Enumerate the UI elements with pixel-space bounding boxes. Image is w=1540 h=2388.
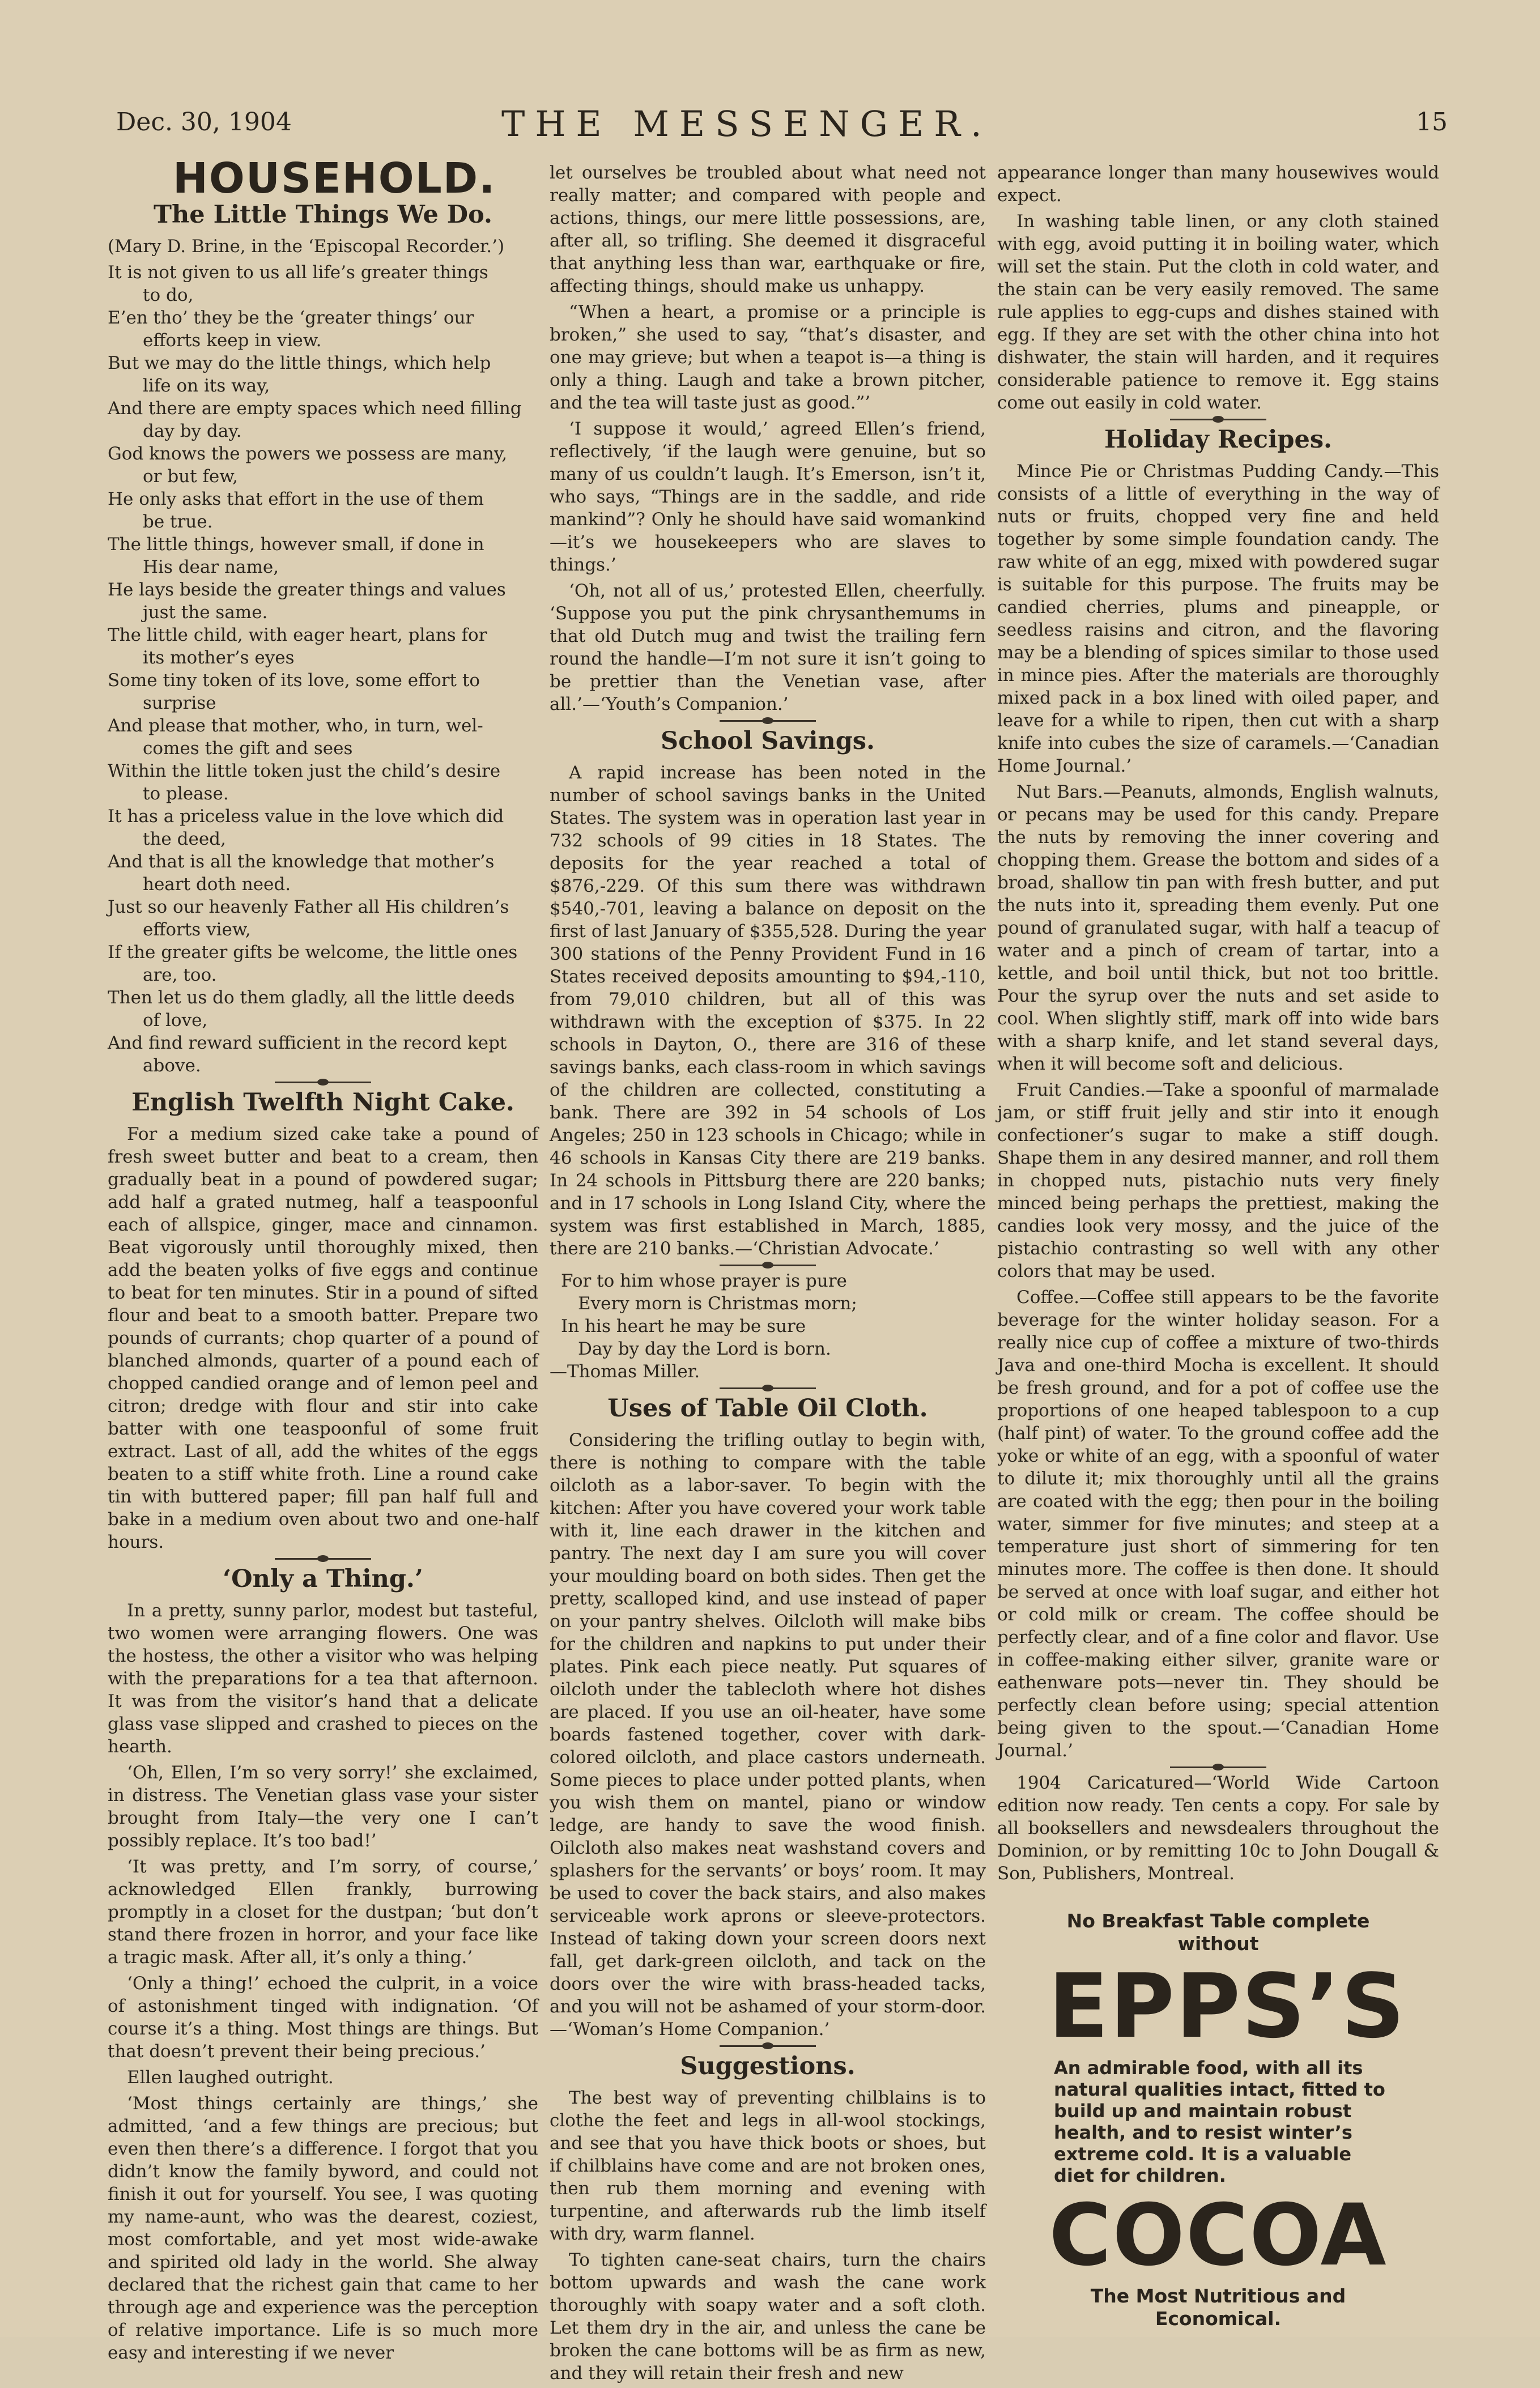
poem-line: Some tiny token of its love, some effort to [108, 670, 480, 691]
poem-line: efforts view, [143, 920, 251, 940]
twelfth-cake-body: For a medium sized cake take a pound of fresh sweet butter and beat to a cream, then gradually beat in a pound of powdered sugar; add half a grated nutmeg, half a teaspoonful each of allspice, ginger, mace and cinnamon. Beat vigorously until thoroughly mixed, then add the beaten yolks of five eggs and continue to beat for ten minutes. Stir in a pound of sifted flour and beat to a smooth batter. Prepare two pounds of currants; chop quarter of a pound of blanched almonds, quarter of a pound each of chopped candied orange and of lemon peel and citron; dredge with flour and stir into cake batter with one teaspoonful of some fruit extract. Last of all, add the whites of the eggs beaten to a stiff white froth. Line a round cake tin with buttered paper; fill pan half full and bake in a medium oven about two and one-half hours. [108, 1124, 538, 1552]
section-divider [720, 2045, 816, 2047]
poem-body [108, 261, 538, 1077]
epps-cocoa-advertisement [1048, 1910, 1406, 2330]
article-paragraph: ‘It was pretty, and I’m sorry, of course,’ acknowledged Ellen frankly, burrowing promptly in a closet for the dustpan; ‘but don’t stand there frozen in horror, and your face like a tragic mask. After all, it’s only a thing.’ [108, 1857, 538, 1968]
verse-attribution: —Thomas Miller. [550, 1361, 700, 1382]
section-divider [720, 1387, 816, 1389]
recipe-paragraph: Mince Pie or Christmas Pudding Candy.—This consists of a little of everything in the way of nuts or fruits, chopped very fine and held together by some simple foundation candy. The raw white of an egg, mixed with powdered sugar is suitable for this purpose. The fruits may be candied cherries, plums and pineapple, or seedless raisins and citron, and the flavoring may be a blending of spices similar to those used in mince pies. After the materials are thoroughly mixed pack in a box lined with oiled paper, and leave for a while to ripen, then cut with a sharp knife into cubes the size of caramels.—‘Canadian Home Journal.’ [997, 461, 1439, 776]
only-a-thing-title: ‘Only a Thing.’ [223, 1565, 423, 1593]
ad-product-name: COCOA [1049, 2186, 1388, 2285]
holiday-recipes-title: Holiday Recipes. [1104, 425, 1333, 454]
poem-line: The little child, with eager heart, plans for [108, 625, 487, 645]
poem-line: just the same. [143, 602, 268, 623]
article-paragraph: Ellen laughed outright. [127, 2067, 334, 2088]
column-1 [108, 154, 538, 2368]
issue-date: Dec. 30, 1904 [116, 108, 292, 137]
verse-line: Every morn is Christmas morn; [578, 1293, 857, 1314]
poem-line: Within the little token just the child’s desire [108, 761, 501, 781]
ad-headline: No Breakfast Table complete without [1066, 1910, 1370, 1955]
suggestions-paragraph: The best way of preventing chilblains is to clothe the feet and legs in all-wool stockings, and see that you have thick boots or shoes, but if chilblains have come and are not broken ones, then rub them morning and evening with turpentine, and afterwards rub the limb itself with dry, warm flannel. [550, 2088, 986, 2244]
section-title: HOUSEHOLD. [173, 154, 496, 203]
poem-line: surprise [143, 693, 216, 713]
article-paragraph: ‘Oh, Ellen, I’m so very sorry!’ she exclaimed, in distress. The Venetian glass vase your sister brought from Italy—the very one I can’t possibly replace. It’s too bad!’ [108, 1763, 538, 1851]
suggestions-paragraph: To tighten cane-seat chairs, turn the chairs bottom upwards and wash the cane work thoroughly with soapy water and a soft cloth. Let them dry in the air, and unless the cane be broken the cane bottoms will be as firm as new, and they will retain their fresh and new [550, 2250, 986, 2383]
newspaper-title: THE MESSENGER. [501, 103, 992, 144]
suggestions-paragraph: In washing table linen, or any cloth stained with egg, avoid putting it in boiling water, which will set the stain. Put the cloth in cold water, and the stain can be very easily removed. The same rule applies to egg-cups and dishes stained with egg. If they are set with the other china into hot dishwater, the stain will harden, and it requires considerable patience to remove it. Egg stains come out easily in cold water. [997, 211, 1439, 413]
recipe-paragraph: Nut Bars.—Peanuts, almonds, English walnuts, or pecans may be used for this candy. Prepare the nuts by removing the inner covering and chopping them. Grease the bottom and sides of a broad, shallow tin pan with fresh butter, and put the nuts into it, spreading them evenly. Put one pound of granulated sugar, with half a teacup of water and a pinch of cream of tartar, into a kettle, and boil until thick, but not too brittle. Pour the syrup over the nuts and set aside to cool. When slightly stiff, mark off into wide bars with a sharp knife, and let stand several days, when it will become soft and delicious. [997, 782, 1439, 1074]
article-paragraph: ‘I suppose it would,’ agreed Ellen’s friend, reflectively, ‘if the laugh were genuine, but so many of us couldn’t laugh. It’s Emerson, isn’t it, who says, “Things are in the saddle, and ride mankind”? Only he should have said womankind—it’s we housekeepers who are slaves to things.’ [550, 419, 986, 575]
suggestions-title: Suggestions. [680, 2052, 856, 2080]
column-2 [550, 161, 986, 2388]
poem-line: to please. [143, 784, 229, 804]
poem-line: the deed, [143, 829, 226, 849]
poem-line: God knows the powers we possess are many, [108, 444, 508, 464]
school-savings-body: A rapid increase has been noted in the number of school savings banks in the United States. The system was in operation last year in 732 schools of 99 cities in 18 States. The deposits for the year reached a total of $876,-229. Of this sum there was withdrawn $540,-701, leaving a balance on deposit on the first of last January of $355,528. During the year 300 stations of the Penny Provident Fund in 16 States received deposits amounting to $94,-110, from 79,010 children, but all of this was withdrawn with the exception of $375. In 22 schools in Dayton, O., there are 316 of these savings banks, each class-room in which savings of the children are collected, constituting a bank. There are 392 in 54 schools of Los Angeles; 250 in 123 schools in Chicago; while in 46 schools in Kansas City there are 219 banks. In 24 schools in Pittsburg there are 220 banks; and in 17 schools in Long Island City, where the system was first established in March, 1885, there are 210 banks.—‘Christian Advocate.’ [550, 763, 986, 1259]
poem-line: above. [143, 1055, 201, 1076]
poem-line: its mother’s eyes [143, 648, 295, 668]
section-divider [1170, 419, 1266, 420]
masthead [116, 103, 1448, 159]
section-divider [275, 1082, 371, 1083]
verse-quote [550, 1270, 986, 1383]
notice-paragraph: 1904 Caricatured—‘World Wide Cartoon edition now ready. Ten cents a copy. For sale by all booksellers and newsdealers throughout the Dominion, or by remitting 10c to John Dougall & Son, Publishers, Montreal. [997, 1773, 1439, 1884]
page-number: 15 [1416, 108, 1448, 137]
poem-line: And find reward sufficient in the record kept [108, 1033, 507, 1053]
poem-line: or but few, [143, 466, 238, 487]
poem-line: And there are empty spaces which need filling [108, 398, 522, 419]
poem-line: But we may do the little things, which help [108, 353, 491, 373]
verse-line: Day by day the Lord is born. [578, 1339, 831, 1359]
ad-copy: An admirable food, with all its natural qualities intact, fitted to build up and maintain robust health, and to resist winter’s extreme cold. It is a valuable diet for children. [1054, 2057, 1385, 2186]
oil-cloth-body: Considering the trifling outlay to begin with, there is nothing to compare with the table oilcloth as a labor-saver. To begin with the kitchen: After you have covered your work table with it, line each drawer in the kitchen and pantry. The next day I am sure you will cover your moulding board on both sides. Then get the pretty, scalloped kind, and use instead of paper on your pantry shelves. Oilcloth will make bibs for the children and napkins to put under their plates. Pink each piece neatly. Put squares of oilcloth under the tablecloth where hot dishes are placed. If you use an oil-heater, have some boards fastened together, cover with dark-colored oilcloth, and place castors underneath. Some pieces to place under potted plants, when you wish them on mantel, piano or window ledge, are handy to save the wood finish. Oilcloth also makes neat washstand covers and splashers for the servants’ or boys’ room. It may be used to cover the back stairs, and also makes serviceable work aprons or sleeve-protectors. Instead of taking down your screen doors next fall, get dark-green oilcloth, and tack on the doors over the wire with brass-headed tacks, and you will not be ashamed of your storm-door.—‘Woman’s Home Companion.’ [550, 1430, 986, 2040]
section-divider [1170, 1766, 1266, 1768]
poem-line: The little things, however small, if done in [108, 534, 484, 555]
poem-line: life on its way, [143, 376, 270, 396]
ad-tagline: The Most Nutritious and Economical. [1090, 2285, 1346, 2330]
article-paragraph: ‘Only a thing!’ echoed the culprit, in a voice of astonishment tinged with indignation. ‘Of course it’s a thing. Most things are things. But that doesn’t prevent their being precious.’ [108, 1973, 538, 2062]
poem-line: He lays beside the greater things and values [108, 580, 506, 600]
poem-line: E’en tho’ they be the ‘greater things’ our [108, 308, 474, 328]
article-paragraph: In a pretty, sunny parlor, modest but tasteful, two women were arranging flowers. One was the hostess, the other a visitor who was helping with the preparations for a tea that afternoon. It was from the visitor’s hand that a delicate glass vase slipped and crashed to pieces on the hearth. [108, 1600, 538, 1757]
poem-line: are, too. [143, 965, 217, 985]
school-savings-title: School Savings. [661, 727, 875, 755]
poem-line: Then let us do them gladly, all the little deeds [108, 987, 515, 1008]
section-divider [275, 1558, 371, 1560]
poem-line: And please that mother, who, in turn, wel- [108, 716, 483, 736]
verse-line: For to him whose prayer is pure [561, 1271, 847, 1291]
poem-byline: (Mary D. Brine, in the ‘Episcopal Recorder.’) [108, 236, 505, 257]
poem-line: comes the gift and sees [143, 738, 353, 759]
suggestions-paragraph: appearance longer than many housewives would expect. [997, 163, 1439, 206]
poem-line: efforts keep in view. [143, 330, 322, 351]
recipe-paragraph: Coffee.—Coffee still appears to be the favorite beverage for the winter holiday season. For a really nice cup of coffee a mixture of two-thirds Java and one-third Mocha is excellent. It should be fresh ground, and for a pot of coffee use the proportions of one heaped tablespoon to a cup (half pint) of water. To the ground coffee add the yoke or white of an egg, with a spoonful of water to dilute it; mix thoroughly until all the grains are coated with the egg; then pour in the boiling water, simmer for five minutes; and steep at a temperature just short of simmering for ten minutes more. The coffee is then done. It should be served at once with loaf sugar, and either hot or cold milk or cream. The coffee should be perfectly clear, and of a fine color and flavor. Use in coffee-making either silver, granite ware or eathenware pots—never tin. They should be perfectly clean before using; special attention being given to the spout.—‘Canadian Home Journal.’ [997, 1287, 1439, 1761]
recipe-paragraph: Fruit Candies.—Take a spoonful of marmalade jam, or stiff fruit jelly and stir into it enough confectioner’s sugar to make a stiff dough. Shape them in any desired manner, and roll them in chopped nuts, pistachio nuts very finely minced being perhaps the prettiest, making the candies look very mossy, and the juice of the pistachio contrasting so well with any other colors that may be used. [997, 1080, 1439, 1282]
section-divider [720, 720, 816, 722]
poem-line: And that is all the knowledge that mother’s [108, 852, 495, 872]
article-paragraph: ‘Oh, not all of us,’ protested Ellen, cheerfully. ‘Suppose you put the pink chrysanthemums in that old Dutch mug and twist the trailing fern round the handle—I’m not sure it isn’t going to be prettier than the Venetian vase, after all.’—‘Youth’s Companion.’ [550, 581, 986, 714]
poem-line: It is not given to us all life’s greater things [108, 262, 488, 283]
poem-line: be true. [143, 512, 213, 532]
poem-line: It has a priceless value in the love which did [108, 806, 504, 827]
oil-cloth-title: Uses of Table Oil Cloth. [607, 1394, 928, 1423]
article-paragraph: ‘Most things certainly are things,’ she admitted, ‘and a few things are precious; but even then there’s a difference. I forgot that you didn’t know the family byword, and could not finish it out for yourself. You see, I was quoting my name-aunt, who was the dearest, coziest, most comfortable, and yet most wide-awake and spirited old lady in the world. She alway declared that the richest gain that came to her through age and experience was the perception of relative importance. Life is so much more easy and interesting if we never [108, 2093, 538, 2363]
poem-line: If the greater gifts be welcome, the little ones [108, 942, 518, 963]
twelfth-cake-title: English Twelfth Night Cake. [131, 1088, 514, 1117]
poem-line: heart doth need. [143, 874, 291, 895]
section-divider [720, 1265, 816, 1266]
verse-line: In his heart he may be sure [561, 1316, 806, 1336]
poem-line: Just so our heavenly Father all His children’s [108, 897, 509, 917]
poem-line: to do, [143, 285, 194, 305]
poem-line: of love, [143, 1010, 208, 1031]
poem-line: He only asks that effort in the use of them [108, 489, 484, 509]
article-paragraph: “When a heart, a promise or a principle is broken,” she used to say, “that’s disaster, and one may grieve; but when a teapot is—a thing is only a thing. Laugh and take a brown pitcher, and the tea will taste just as good.”’ [550, 302, 986, 413]
poem-title: The Little Things We Do. [154, 201, 492, 229]
ad-brand-name: EPPS’S [1048, 1955, 1406, 2058]
poem-line: day by day. [143, 421, 242, 441]
article-paragraph: let ourselves be troubled about what need not really matter; and compared with people and actions, things, our mere little possessions, are, after all, so trifling. She deemed it disgraceful that anything less than war, earthquake or fire, affecting things, should make us unhappy. [550, 163, 986, 296]
poem-line: His dear name, [143, 557, 279, 577]
column-3 [997, 161, 1439, 2330]
